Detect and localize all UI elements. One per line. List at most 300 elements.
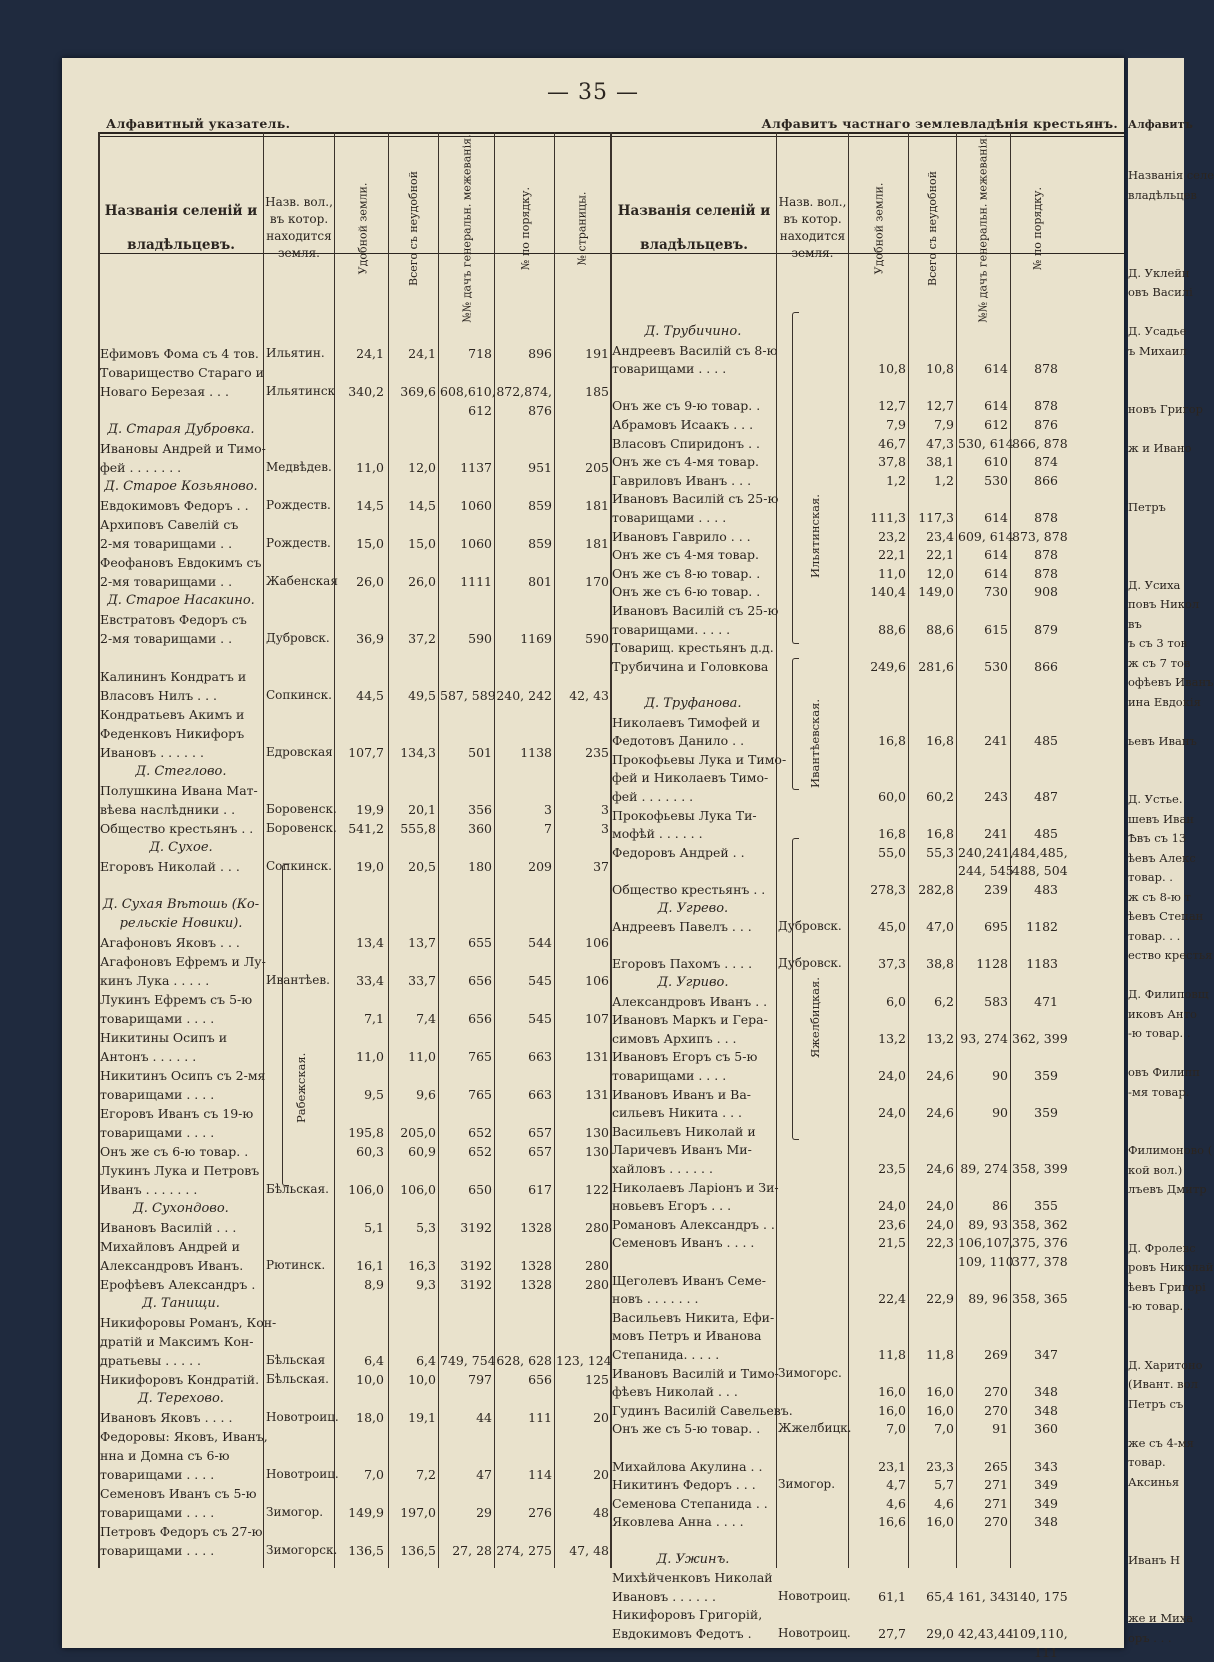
stranicy-value: 20 [593, 1410, 609, 1425]
next-page-line: товар. . . [1128, 928, 1181, 943]
udob-value: 149,9 [348, 1505, 384, 1520]
poryadku-value: 355 [1034, 1198, 1058, 1214]
dach-value: 614 [984, 565, 1008, 581]
poryadku-value: 348 [1034, 1402, 1058, 1418]
udob-value: 7,9 [886, 417, 906, 432]
poryadku-value: 878 [1034, 547, 1058, 563]
volost: Боровенск. [266, 821, 337, 835]
table-row [62, 1364, 1124, 1383]
stranicy-value: 235 [585, 745, 609, 760]
vsego-value: 205,0 [400, 1125, 436, 1140]
table-row [62, 638, 1124, 657]
owner-name: Абрамовъ Исаакъ . . . [612, 417, 754, 432]
udob-value: 13,4 [356, 935, 384, 950]
next-page-line: Д. Харитоно [1128, 1357, 1203, 1372]
poryadku-value: 276 [528, 1505, 552, 1520]
brace [792, 658, 799, 790]
owner-name: Федоровы: Яковъ, Иванъ, [100, 1429, 268, 1444]
stranicy-value: 48 [593, 1505, 609, 1520]
volost: Дубровск. [778, 956, 842, 971]
vsego-value: 88,6 [926, 621, 954, 637]
section-title: Д. Ужинъ. [656, 1551, 730, 1567]
volost: Едровская [266, 745, 333, 759]
owner-name: Николаевъ Тимофей и [612, 714, 761, 730]
udob-value: 107,7 [348, 745, 384, 760]
next-page-line: ж и Ивано [1128, 441, 1192, 455]
owner-name: Николаевъ Ларіонъ и Зи- [612, 1179, 779, 1195]
vsego-value: 38,1 [926, 454, 954, 470]
poryadku-value: 3 [544, 802, 552, 817]
udob-value: 44,5 [356, 688, 384, 703]
dach-value: 241 [984, 826, 1008, 842]
volost: Сопкинск. [266, 688, 332, 702]
table-row [62, 1624, 1124, 1643]
vsego-value: 7,9 [934, 417, 954, 432]
owner-name: Ивановъ Маркъ и Гера- [612, 1012, 768, 1028]
dach-value: 270 [984, 1402, 1008, 1418]
vsego-value: 12,0 [926, 565, 954, 581]
section-title: Д. Сухондово. [133, 1201, 229, 1216]
poryadku-value: 872,874, [496, 384, 552, 399]
owner-name: Онъ же съ 9-ю товар. . [612, 398, 761, 414]
udob-value: 9,5 [364, 1087, 384, 1102]
owner-name: Власовъ Спиридонъ . . [612, 435, 761, 451]
udob-value: 6,4 [364, 1353, 384, 1368]
next-page-line: владѣльцев [1128, 187, 1197, 202]
poryadku-value: 348 [1034, 1514, 1058, 1530]
vsego-value: 49,5 [408, 688, 436, 703]
poryadku-value: 545 [528, 1011, 552, 1026]
vsego-value: 26,0 [408, 574, 436, 589]
dach-value: 42,43,44 [958, 1626, 1014, 1641]
udob-value: 278,3 [870, 882, 906, 897]
poryadku-value: 377, 378 [1012, 1254, 1068, 1269]
vsego-value: 22,9 [926, 1291, 954, 1307]
stranicy-value: 3 [601, 821, 609, 836]
owner-name: Андреевъ Павелъ . . . [612, 919, 752, 935]
owner-name: товарищами . . . . [100, 1087, 215, 1102]
owner-name: Никитины Осипъ и [100, 1030, 228, 1045]
header-right: Алфавитъ частнаго землевладѣнія крестьянъ. [761, 116, 1118, 131]
vsego-value: 13,7 [408, 935, 436, 950]
next-page-line: Аксинья [1128, 1474, 1180, 1489]
volost: Ильятин. [266, 346, 325, 360]
next-header: Алфавитъ [1128, 118, 1193, 131]
owner-name: Онъ же съ 6-ю товар. . [100, 1144, 249, 1159]
volost: Жабенская [266, 574, 338, 588]
volost: Боровенск. [266, 802, 337, 816]
table-row [62, 1271, 1124, 1290]
poryadku-value: 874 [1034, 454, 1058, 470]
table-row [62, 1438, 1124, 1457]
poryadku-value: 343 [1034, 1458, 1058, 1474]
col-header-stranicy: № страницы. [575, 191, 589, 265]
poryadku-value: 487 [1034, 789, 1058, 804]
poryadku-value: 866, 878 [1012, 435, 1068, 451]
table-row [62, 1140, 1124, 1159]
udob-value: 33,4 [356, 973, 384, 988]
udob-value: 46,7 [878, 435, 906, 451]
stranicy-value: 185 [585, 384, 609, 399]
udob-value: 12,7 [878, 398, 906, 414]
udob-value: 24,0 [878, 1198, 906, 1214]
vsego-value: 16,8 [926, 826, 954, 842]
owner-name: Семеновъ Иванъ съ 5-ю [100, 1486, 257, 1501]
udob-value: 23,5 [878, 1161, 906, 1176]
col-header-udob: Удобной земли. [356, 182, 370, 274]
owner-name: Лукинъ Лука и Петровъ [100, 1163, 260, 1178]
next-page-line: ина Евдокія [1128, 694, 1201, 709]
table-row [62, 1066, 1124, 1085]
dach-value: 89, 93 [968, 1216, 1008, 1232]
table-row [62, 787, 1124, 806]
table-row [62, 973, 1124, 992]
next-page-line: ѣевъ Алекс [1128, 850, 1196, 865]
udob-value: 11,0 [878, 565, 906, 581]
poryadku-value: 628, 628 [496, 1353, 552, 1368]
owner-name: Ивановы Андрей и Тимо- [100, 441, 266, 456]
owner-name: Кондратьевъ Акимъ и [100, 707, 245, 722]
dach-value: 3192 [460, 1220, 492, 1235]
dach-value: 610 [984, 454, 1008, 470]
vsego-value: 37,2 [408, 631, 436, 646]
dach-value: 241 [984, 733, 1008, 749]
next-page-line: -мя товар. [1128, 1084, 1190, 1099]
vsego-value: 20,5 [408, 859, 436, 874]
poryadku-value: 859 [528, 536, 552, 551]
vsego-value: 23,4 [926, 528, 954, 544]
owner-name: товарищами. . . . . [612, 621, 731, 637]
vol-label-yazhel: Яжелбицкая. [808, 977, 822, 1058]
dach-value: 615 [984, 621, 1008, 637]
owner-name: Ерофѣевъ Александръ . [100, 1277, 256, 1292]
poryadku-value: 876 [1034, 417, 1058, 432]
owner-name: Ефимовъ Фома съ 4 тов. [100, 346, 259, 361]
dach-value: 109, 110 [958, 1254, 1014, 1269]
poryadku-value: 349 [1034, 1495, 1058, 1511]
table-row [62, 843, 1124, 862]
vsego-value: 33,7 [408, 973, 436, 988]
owner-name: Полушкина Ивана Мат- [100, 783, 258, 798]
udob-value: 16,8 [878, 733, 906, 749]
owner-name: Михѣйченковъ Николай [612, 1570, 773, 1586]
vsego-value: 12,7 [926, 398, 954, 414]
table-row [62, 1475, 1124, 1494]
dach-value: 590 [468, 631, 492, 646]
poryadku-value: 801 [528, 574, 552, 589]
dach-value: 583 [984, 993, 1008, 1009]
owner-name: мофѣй . . . . . . [612, 826, 703, 842]
udob-value: 16,8 [878, 826, 906, 842]
dach-value: 3192 [460, 1277, 492, 1292]
dach-value: 614 [984, 398, 1008, 414]
vsego-value: 282,8 [918, 882, 954, 897]
table-row [62, 471, 1124, 490]
owner-name: 2-мя товарищами . . [100, 631, 233, 646]
dach-value: 614 [984, 547, 1008, 563]
udob-value: 55,0 [878, 844, 906, 860]
next-page-line: товар. [1128, 1455, 1166, 1469]
poryadku-value: 663 [528, 1049, 552, 1064]
owner-name: Новаго Березая . . . [100, 384, 229, 399]
volost: Рождеств. [266, 498, 331, 512]
owner-name: Александровъ Иванъ. [100, 1258, 244, 1273]
next-page-line: Д. Филиповщ [1128, 987, 1209, 1001]
vsego-value: 555,8 [400, 821, 436, 836]
vsego-value: 149,0 [918, 584, 954, 600]
udob-value: 7,0 [886, 1421, 906, 1437]
next-page-line: повъ Никол [1128, 597, 1200, 611]
owner-name: Евстратовъ Федоръ съ [100, 612, 247, 627]
next-page-line: ѣевъ Степан [1128, 909, 1204, 923]
section-title: рельскіе Новики). [119, 916, 243, 931]
owner-name: мовъ Петръ и Иванова [612, 1328, 762, 1344]
owner-name: Никитинъ Осипъ съ 2-мя [100, 1068, 266, 1083]
next-page-edge [1128, 58, 1214, 1645]
vsego-value: 13,2 [926, 1030, 954, 1046]
volost: Рождеств. [266, 536, 331, 550]
table-row [62, 917, 1124, 936]
poryadku-value: 360 [1034, 1421, 1058, 1437]
vol-label-rabezh: Рабежская. [294, 1052, 308, 1123]
next-page-line: новъ Григор [1128, 402, 1203, 416]
table-row [62, 1605, 1124, 1624]
owner-name: Михайловъ Андрей и [100, 1239, 240, 1254]
dach-value: 239 [984, 882, 1008, 897]
section-title: Д. Стеглово. [135, 764, 227, 779]
table-row [62, 582, 1124, 601]
table-row [62, 508, 1124, 527]
next-page-line: ество крестья [1128, 948, 1213, 962]
vsego-value: 24,6 [926, 1068, 954, 1083]
next-page-line: овъ Василі [1128, 285, 1193, 299]
vsego-value: 5,7 [934, 1477, 954, 1493]
section-title: Д. Сухое. [149, 840, 213, 855]
udob-value: 5,1 [364, 1220, 384, 1235]
dach-value: 3192 [460, 1258, 492, 1273]
udob-value: 4,6 [886, 1495, 906, 1511]
stranicy-value: 130 [585, 1125, 609, 1140]
owner-name: Феофановъ Евдокимъ съ [100, 555, 262, 570]
owner-name: фѣевъ Николай . . . [612, 1384, 738, 1400]
poryadku-value: 545 [528, 973, 552, 988]
col-header-name-right: Названія селеній и владѣльцевъ. [617, 203, 771, 253]
owner-name: товарищами . . . . [612, 1068, 727, 1083]
vsego-value: 7,2 [416, 1467, 436, 1482]
table-row [62, 1419, 1124, 1438]
owner-name: Власовъ Нилъ . . . [100, 688, 218, 703]
next-page-line: офѣевъ Иванъ [1128, 675, 1214, 689]
dach-value: 650 [468, 1182, 492, 1197]
stranicy-value: 205 [585, 460, 609, 475]
poryadku-value: 109,110, [1012, 1626, 1068, 1641]
table-row [62, 1178, 1124, 1197]
owner-name: Гудинъ Василій Савельевъ. [612, 1402, 793, 1418]
table-row [62, 359, 1124, 378]
table-row [62, 620, 1124, 639]
poryadku-value: 878 [1034, 398, 1058, 414]
udob-value: 37,8 [878, 454, 906, 470]
brace [282, 864, 289, 1186]
owner-name: Семеновъ Иванъ . . . . [612, 1235, 755, 1251]
owner-name: товарищами . . . . [100, 1011, 215, 1026]
vsego-value: 60,9 [408, 1144, 436, 1159]
vsego-value: 15,0 [408, 536, 436, 551]
dach-value: 244, 545 [958, 863, 1014, 879]
table-row [62, 1122, 1124, 1141]
owner-name: Никитинъ Федоръ . . . [612, 1477, 756, 1493]
owner-name: Прокофьевы Лука Ти- [612, 807, 757, 823]
table-row [62, 1159, 1124, 1178]
table-row [62, 824, 1124, 843]
poryadku-value: 866 [1034, 658, 1058, 674]
stranicy-value: 181 [585, 498, 609, 513]
col-header-name: Названія селеній и владѣльцевъ. [104, 203, 258, 253]
stranicy-value: 107 [585, 1011, 609, 1026]
volost: Ильятинск [266, 384, 336, 398]
owner-name: Онъ же съ 5-ю товар. . [612, 1421, 761, 1437]
owner-name: Егоровъ Иванъ съ 19-ю [100, 1106, 254, 1121]
udob-value: 13,2 [878, 1030, 906, 1046]
owner-name: новьевъ Егоръ . . . [612, 1198, 732, 1214]
udob-value: 23,6 [878, 1216, 906, 1232]
udob-value: 60,3 [356, 1144, 384, 1159]
poryadku-value: 1183 [1026, 956, 1058, 972]
dach-value: 656 [468, 1011, 492, 1026]
vsego-value: 197,0 [400, 1505, 436, 1520]
udob-value: 24,0 [878, 1105, 906, 1121]
next-page-line: -ю товар. . [1128, 1026, 1191, 1040]
vsego-value: 16,0 [926, 1384, 954, 1400]
table-row [62, 601, 1124, 620]
udob-value: 45,0 [878, 919, 906, 935]
vsego-value: 9,3 [416, 1277, 436, 1292]
table-row [62, 899, 1124, 918]
poryadku-value: 663 [528, 1087, 552, 1102]
next-page-line: Петръ съ [1128, 1396, 1184, 1411]
owner-name: фей и Николаевъ Тимо- [612, 770, 769, 786]
poryadku-value: 484,485, [1012, 844, 1068, 860]
next-page-line: оръ . . . [1128, 1630, 1172, 1645]
dach-value: 614 [984, 510, 1008, 525]
vsego-value: 7,0 [934, 1421, 954, 1437]
table-row [62, 1643, 1124, 1662]
dach-value: 797 [468, 1372, 492, 1387]
stranicy-value: 131 [585, 1087, 609, 1102]
col-header-poryadku: № по порядку. [518, 186, 532, 270]
next-page-line: ъ Михаил [1128, 343, 1187, 358]
poryadku-value: 951 [528, 460, 552, 475]
table-row [62, 675, 1124, 694]
owner-name: фей . . . . . . . [100, 460, 182, 475]
dach-value: 765 [468, 1087, 492, 1102]
dach-value: 360 [468, 821, 492, 836]
owner-name: дратьевы . . . . . [100, 1353, 201, 1368]
udob-value: 7,1 [364, 1011, 384, 1026]
table-row [62, 1289, 1124, 1308]
owner-name: Онъ же съ 6-ю товар. . [612, 584, 761, 600]
stranicy-value: 106 [585, 935, 609, 950]
dach-value: 86 [992, 1198, 1008, 1214]
owner-name: Ивановъ Василій . . . [100, 1220, 237, 1235]
dach-value: 93, 274 [960, 1030, 1008, 1046]
table-row [62, 1382, 1124, 1401]
page-number: — 35 — [547, 80, 639, 105]
poryadku-value: 274, 275 [496, 1543, 552, 1558]
vsego-value: 22,3 [926, 1235, 954, 1251]
dach-value: 89, 96 [968, 1291, 1008, 1307]
dach-value: 656 [468, 973, 492, 988]
next-page-line: ьевъ Иванъ [1128, 733, 1197, 748]
table-row [62, 1085, 1124, 1104]
owner-name: Андреевъ Василій съ 8-ю [612, 342, 778, 358]
next-page-line: шевъ Иван [1128, 811, 1194, 826]
vsego-value: 24,1 [408, 346, 436, 361]
owner-name: Антонъ . . . . . . [100, 1049, 197, 1064]
owner-name: Степанида. . . . . [612, 1347, 720, 1362]
vsego-value: 1,2 [934, 472, 954, 488]
next-page-line: Петръ [1128, 499, 1166, 514]
udob-value: 11,8 [878, 1347, 906, 1362]
table-row [62, 954, 1124, 973]
col-header-dach: №№ дачъ генеральн. межеванія. [460, 133, 474, 323]
poryadku-value: 485 [1034, 826, 1058, 842]
udob-value: 10,0 [356, 1372, 384, 1387]
udob-value: 6,0 [886, 993, 906, 1009]
dach-value: 1060 [460, 498, 492, 513]
dach-value: 44 [476, 1410, 492, 1425]
vsego-value: 22,1 [926, 547, 954, 563]
col-header-vsego-right: Всего съ неудобной [925, 170, 939, 286]
stranicy-value: 106 [585, 973, 609, 988]
dach-value: 270 [984, 1384, 1008, 1400]
table-row [62, 1512, 1124, 1531]
udob-value: 18,0 [356, 1410, 384, 1425]
section-title: Д. Угриво. [657, 975, 729, 990]
volost: Дубровск. [778, 919, 842, 934]
next-page-line: лъевъ Дмитр [1128, 1182, 1207, 1196]
stranicy-value: 47, 48 [569, 1543, 609, 1558]
volost: Новотроиц. [778, 1588, 851, 1603]
next-page-line: же и Миха [1128, 1611, 1194, 1625]
owner-name: Онъ же съ 8-ю товар. . [612, 565, 761, 581]
vsego-value: 55,3 [926, 844, 954, 860]
next-page-line: иковъ Анто [1128, 1006, 1197, 1021]
owner-name: Агафоновъ Ефремъ и Лу- [100, 954, 266, 969]
volost: Бѣльская. [266, 1372, 329, 1386]
udob-value: 541,2 [348, 821, 384, 836]
stranicy-value: 122 [585, 1182, 609, 1197]
section-title: Д. Танищи. [142, 1296, 220, 1311]
stranicy-value: 280 [585, 1220, 609, 1235]
volost: Новотроиц. [266, 1410, 339, 1424]
poryadku-value: 908 [1034, 584, 1058, 600]
vsego-value: 20,1 [408, 802, 436, 817]
dach-value: 530 [984, 472, 1008, 488]
section-title: Д. Старое Козьяново. [104, 479, 258, 494]
dach-value: 1128 [976, 956, 1008, 972]
vsego-value: 16,0 [926, 1402, 954, 1418]
udob-value: 21,5 [878, 1235, 906, 1251]
dach-value: 1060 [460, 536, 492, 551]
dach-value: 609, 614 [958, 528, 1014, 544]
next-page-line: Иванъ Н [1128, 1552, 1181, 1567]
poryadku-value: 859 [528, 498, 552, 513]
udob-value: 195,8 [348, 1125, 384, 1140]
udob-value: 16,1 [356, 1258, 384, 1273]
poryadku-value: 483 [1034, 882, 1058, 897]
owner-name: Ивановъ . . . . . . [612, 1588, 716, 1604]
